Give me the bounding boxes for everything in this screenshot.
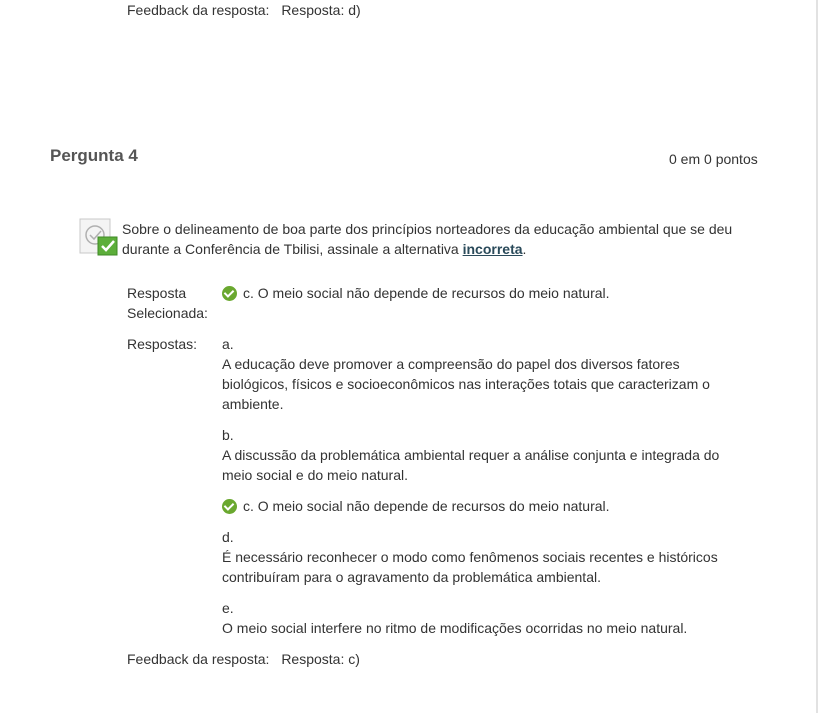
answer-text: A discussão da problemática ambiental requer a análise conjunta e integrada do meio social e do meio natural.	[222, 447, 720, 483]
question-text-end: .	[522, 241, 527, 257]
question-text-main: Sobre o delineamento de boa parte dos princípios norteadores da educação ambiental que se deu durante a Conferência de Tbilisi, assinale a alternativa	[122, 221, 733, 257]
answers-label: Respostas:	[127, 336, 198, 352]
question-text-emphasis: incorreta	[462, 241, 523, 257]
answers-list	[222, 334, 742, 649]
answer-feedback	[127, 649, 360, 669]
answer-text: c. O meio social não depende de recursos do meio natural.	[243, 498, 610, 514]
selected-answer	[222, 283, 610, 303]
answer-text: É necessário reconhecer o modo como fenômenos sociais recentes e históricos contribuíram para o agravamento da problemática ambiental.	[222, 549, 718, 585]
selected-answer-text: c. O meio social não depende de recursos do meio natural.	[243, 285, 610, 301]
feedback-value: Resposta: c)	[281, 651, 360, 667]
correct-check-icon	[222, 499, 237, 514]
answer-option-d	[222, 527, 742, 587]
answer-text: O meio social interfere no ritmo de modificações ocorridas no meio natural.	[222, 620, 688, 636]
content-right-border	[816, 0, 818, 713]
question-text	[122, 219, 742, 259]
answer-letter: b.	[222, 427, 234, 443]
answer-letter: e.	[222, 600, 234, 616]
question-title: Pergunta 4	[50, 146, 138, 165]
answer-option-a	[222, 334, 742, 414]
answer-letter: d.	[222, 529, 234, 545]
previous-feedback	[127, 0, 361, 20]
question-points: 0 em 0 pontos	[669, 151, 758, 167]
answer-option-e	[222, 598, 742, 638]
selected-label-line1: Resposta	[127, 285, 187, 301]
answer-letter: a.	[222, 336, 234, 352]
feedback-value: Resposta: d)	[281, 2, 361, 18]
answer-text: A educação deve promover a compreensão do papel dos diversos fatores biológicos, físicos e socioeconômicos nas interações totais que caracterizam o ambiente.	[222, 356, 710, 412]
feedback-label: Feedback da resposta:	[127, 2, 270, 18]
correct-check-icon	[222, 286, 237, 301]
feedback-label: Feedback da resposta:	[127, 651, 270, 667]
selected-answer-label	[127, 283, 208, 323]
answer-option-b	[222, 425, 742, 485]
selected-label-line2: Selecionada:	[127, 305, 208, 321]
answer-option-c	[222, 496, 742, 516]
question-status-icon	[79, 217, 119, 257]
